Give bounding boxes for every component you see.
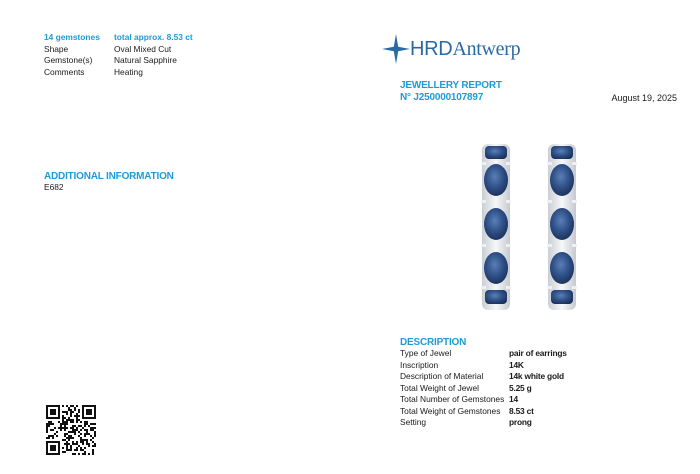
description-value: 8.53 ct (509, 405, 534, 416)
report-date: August 19, 2025 (611, 93, 677, 103)
description-row (400, 406, 567, 418)
gemstones-heading-row (44, 32, 193, 44)
description-value: 14k white gold (509, 371, 564, 381)
description-section (400, 337, 567, 429)
report-number: N° J250000107897 (400, 92, 484, 103)
description-label: Total Number of Gemstones (400, 394, 505, 404)
description-label: Description of Material (400, 371, 484, 381)
description-value: 14K (509, 359, 524, 370)
logo-text (410, 38, 520, 61)
gemstone-value: Oval Mixed Cut (114, 43, 172, 54)
description-row (400, 360, 567, 372)
description-value: 5.25 g (509, 382, 532, 393)
earring-left (481, 144, 511, 310)
gemstones-section (44, 32, 193, 78)
gemstone-value: Heating (114, 66, 143, 77)
qr-code-graphic (46, 405, 96, 455)
description-row (400, 417, 567, 429)
description-heading: DESCRIPTION (400, 337, 467, 348)
description-value: pair of earrings (509, 348, 567, 358)
description-label: Type of Jewel (400, 348, 452, 358)
gemstone-value: Natural Sapphire (114, 55, 177, 65)
earring-right (547, 144, 577, 310)
description-label: Total Weight of Gemstones (400, 405, 501, 416)
gemstone-row-type (44, 55, 193, 67)
description-row (400, 371, 567, 383)
description-label: Setting (400, 417, 427, 427)
description-row (400, 348, 567, 360)
gemstone-label: Gemstone(s) (44, 55, 93, 65)
gemstone-row-comments (44, 67, 193, 79)
gemstone-label: Comments (44, 66, 85, 77)
logo-text-hrd: HRD (410, 37, 453, 60)
description-label: Total Weight of Jewel (400, 382, 479, 393)
description-label: Inscription (400, 359, 439, 370)
hrd-antwerp-logo (382, 34, 520, 64)
additional-information-section (44, 171, 174, 194)
additional-information-value: E682 (44, 182, 64, 192)
logo-text-antwerp: Antwerp (452, 37, 521, 60)
gemstone-row-shape (44, 44, 193, 56)
description-row (400, 383, 567, 395)
gemstone-label: Shape (44, 43, 69, 54)
star-icon (382, 34, 410, 64)
qr-code (46, 405, 96, 455)
additional-information-heading: ADDITIONAL INFORMATION (44, 171, 174, 182)
gemstones-count: 14 gemstones (44, 32, 100, 42)
description-row (400, 394, 567, 406)
description-table (400, 348, 567, 429)
gemstones-total: total approx. 8.53 ct (114, 32, 193, 42)
earrings-illustration (476, 142, 588, 312)
description-value: prong (509, 417, 532, 427)
description-value: 14 (509, 394, 518, 404)
earrings-photo (476, 142, 588, 312)
report-title: JEWELLERY REPORT (400, 80, 502, 91)
